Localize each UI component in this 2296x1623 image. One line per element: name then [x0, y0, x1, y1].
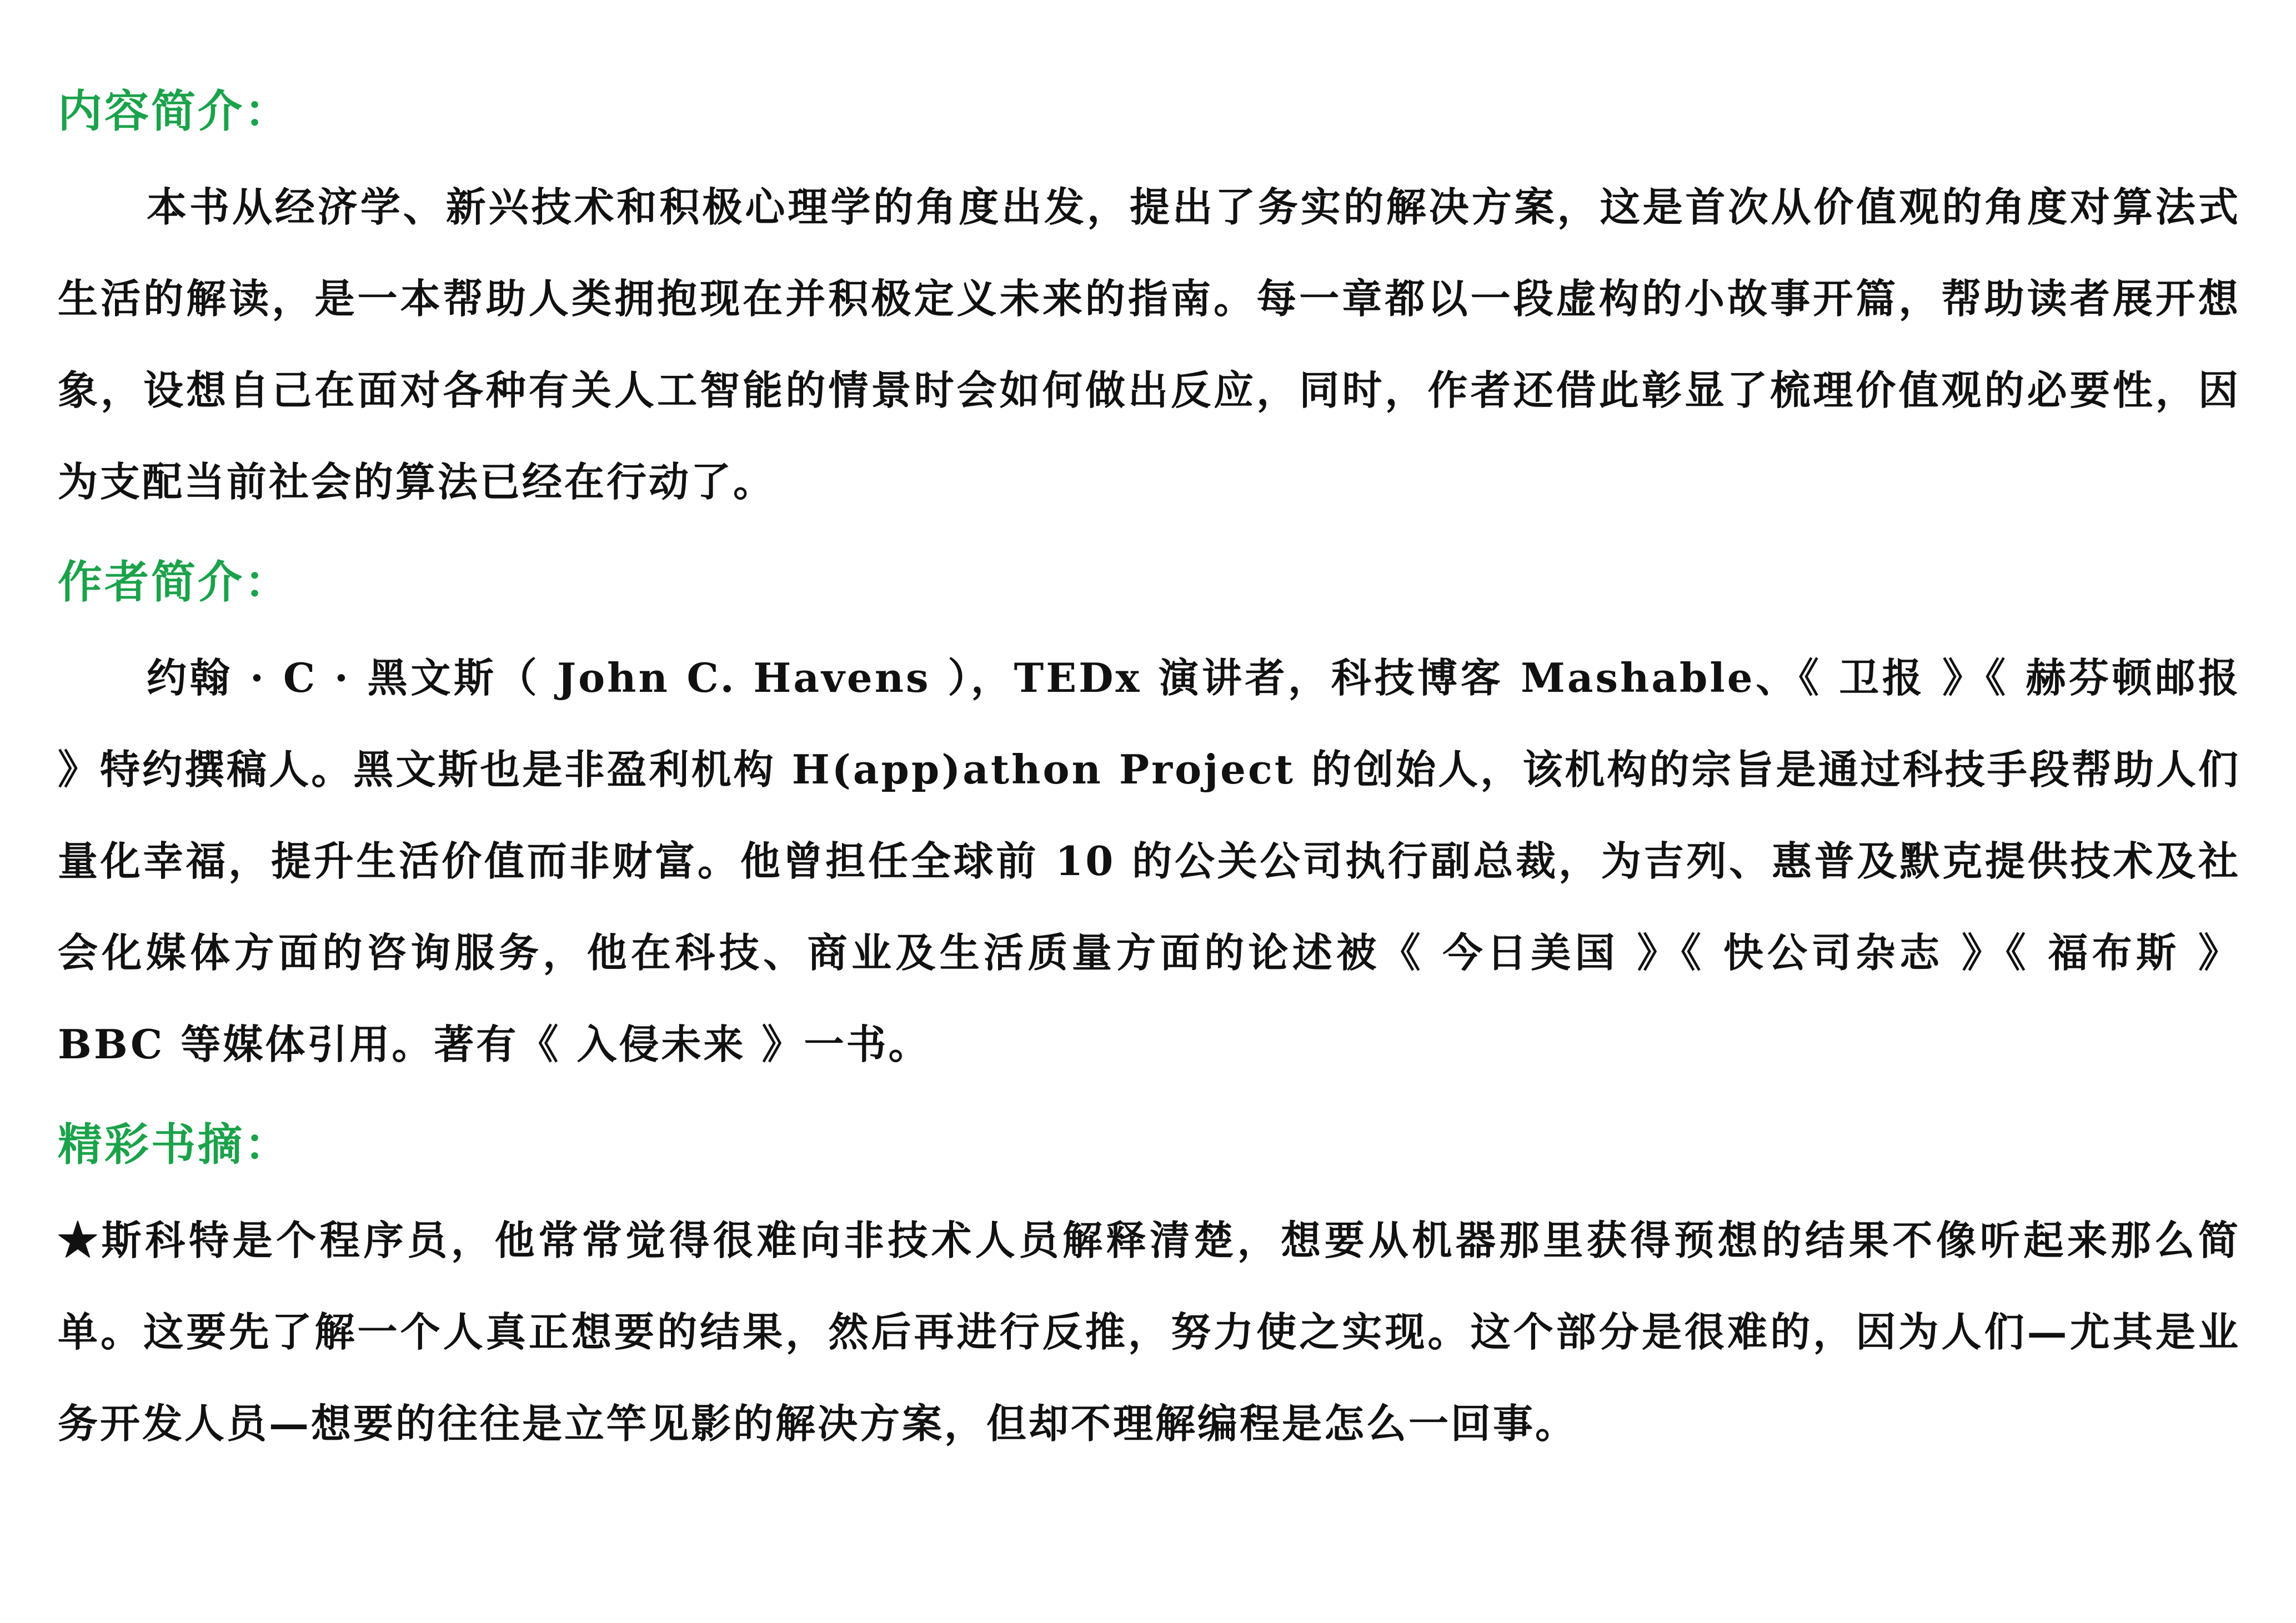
author-paragraph: 约翰 · C · 黑文斯（ John C. Havens ），TEDx 演讲者，科技博客 Mashable、《 卫报 》《 赫芬顿邮报 》特约撰稿人。黑文斯也是非盈利机构 H(app)athon Project 的创始人，该机构的宗旨是通过科技手段帮助人们量化幸福，提升生活价值而非财富。他曾担任全球前 10 的公关公司执行副总裁，为吉列、惠普及默克提供技术及社会化媒体方面的咨询服务，他在科技、商业及生活质量方面的论述被《 今日美国 》《 快公司杂志 》《 福布斯 》 BBC 等媒体引用。著有《 入侵未来 》一书。: [58, 654, 2240, 1068]
author-heading: 作者简介：: [58, 556, 291, 608]
document-page: [58, 78, 2240, 1469]
intro-paragraph: 本书从经济学、新兴技术和积极心理学的角度出发，提出了务实的解决方案，这是首次从价值观的角度对算法式生活的解读，是一本帮助人类拥抱现在并积极定义未来的指南。每一章都以一段虚构的小故事开篇，帮助读者展开想象，设想自己在面对各种有关人工智能的情景时会如何做出反应，同时，作者还借此彰显了梳理价值观的必要性，因为支配当前社会的算法已经在行动了。: [58, 183, 2240, 505]
excerpt-heading: 精彩书摘：: [58, 1118, 291, 1170]
excerpt-paragraph: ★斯科特是个程序员，他常常觉得很难向非技术人员解释清楚，想要从机器那里获得预想的结果不像听起来那么简单。这要先了解一个人真正想要的结果，然后再进行反推，努力使之实现。这个部分是很难的，因为人们—尤其是业务开发人员—想要的往往是立竿见影的解决方案，但却不理解编程是怎么一回事。: [58, 1217, 2240, 1447]
intro-heading: 内容简介：: [58, 85, 291, 137]
